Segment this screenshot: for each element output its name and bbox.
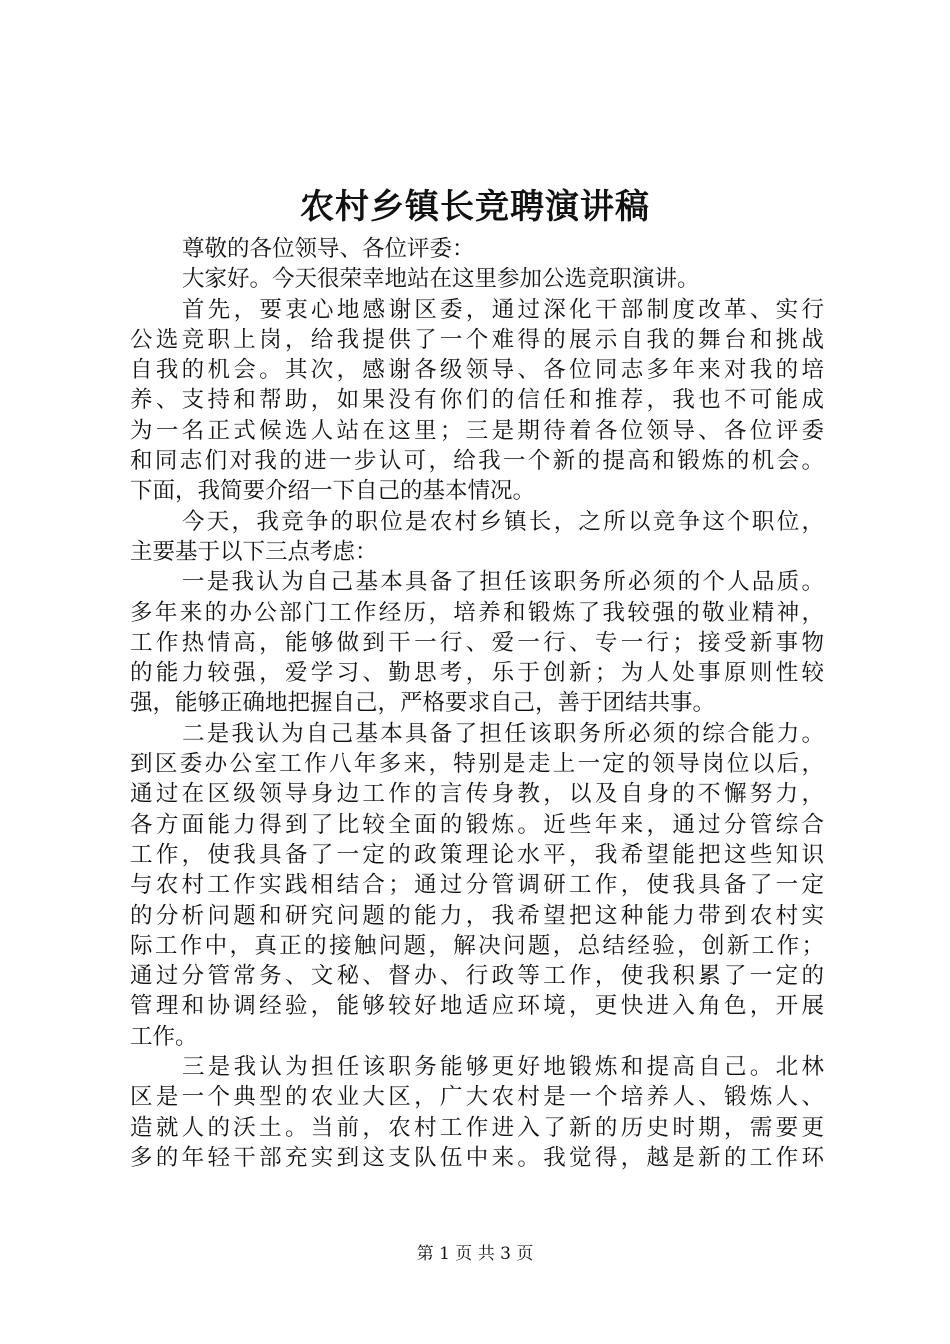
document-title: 农村乡镇长竞聘演讲稿: [300, 187, 650, 227]
text-line: 首先，要衷心地感谢区委，通过深化干部制度改革、实行: [182, 296, 824, 323]
text-line: 通过在区级领导身边工作的言传身教，以及自身的不懈努力，: [130, 781, 824, 808]
text-line: 造就人的沃土。当前，农村工作进入了新的历史时期，需要更: [130, 1114, 824, 1141]
text-line: 与农村工作实践相结合；通过分管调研工作，使我具备了一定: [130, 872, 824, 899]
text-line: 工作热情高，能够做到干一行、爱一行、专一行；接受新事物: [130, 629, 824, 656]
text-line: 的分析问题和研究问题的能力，我希望把这种能力带到农村实: [130, 902, 824, 929]
text-line: 工作。: [130, 1023, 198, 1050]
text-line: 主要基于以下三点考虑：: [130, 538, 378, 565]
text-line: 多的年轻干部充实到这支队伍中来。我觉得，越是新的工作环: [130, 1144, 824, 1171]
text-line: 强，能够正确地把握自己，严格要求自己，善于团结共事。: [130, 690, 716, 717]
text-line: 各方面能力得到了比较全面的锻炼。近些年来，通过分管综合: [130, 811, 824, 838]
text-line: 区是一个典型的农业大区，广大农村是一个培养人、锻炼人、: [130, 1084, 824, 1111]
document-body: [130, 234, 824, 1173]
text-line: 和同志们对我的进一步认可，给我一个新的提高和锻炼的机会。: [130, 448, 824, 475]
text-line: 的能力较强，爱学习、勤思考，乐于创新；为人处事原则性较: [130, 660, 824, 687]
text-line: 尊敬的各位领导、各位评委：: [182, 236, 475, 262]
text-line: 际工作中，真正的接触问题，解决问题，总结经验，创新工作；: [130, 932, 824, 959]
text-line: 公选竞职上岗，给我提供了一个难得的展示自我的舞台和挑战: [130, 326, 824, 353]
text-line: 今天，我竞争的职位是农村乡镇长，之所以竞争这个职位，: [182, 508, 824, 535]
text-line: 为一名正式候选人站在这里；三是期待着各位领导、各位评委: [130, 417, 824, 444]
page-footer: 第 1 页 共 3 页: [416, 1244, 534, 1264]
text-line: 通过分管常务、文秘、督办、行政等工作，使我积累了一定的: [130, 963, 824, 990]
text-line: 管理和协调经验，能够较好地适应环境，更快进入角色，开展: [130, 993, 824, 1020]
text-line: 多年来的办公部门工作经历，培养和锻炼了我较强的敬业精神，: [130, 599, 824, 626]
text-line: 工作，使我具备了一定的政策理论水平，我希望能把这些知识: [130, 841, 824, 868]
text-line: 养、支持和帮助，如果没有你们的信任和推荐，我也不可能成: [130, 387, 824, 414]
text-line: 到区委办公室工作八年多来，特别是走上一定的领导岗位以后，: [130, 751, 824, 778]
text-line: 二是我认为自己基本具备了担任该职务所必须的综合能力。: [182, 720, 824, 747]
text-line: 一是我认为自己基本具备了担任该职务所必须的个人品质。: [182, 569, 824, 596]
text-line: 下面，我简要介绍一下自己的基本情况。: [130, 478, 536, 505]
text-line: 自我的机会。其次，感谢各级领导、各位同志多年来对我的培: [130, 357, 824, 384]
text-line: 三是我认为担任该职务能够更好地锻炼和提高自己。北林: [182, 1054, 824, 1081]
text-line: 大家好。今天很荣幸地站在这里参加公选竞职演讲。: [182, 266, 700, 293]
